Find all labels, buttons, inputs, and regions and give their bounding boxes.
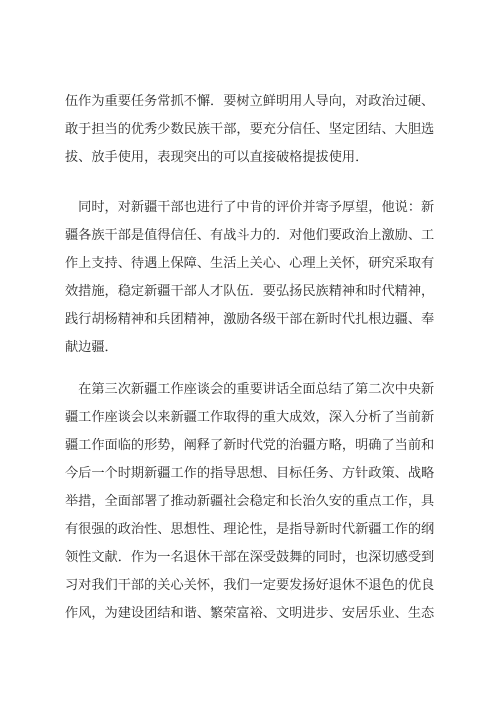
text-line: 敢于担当的优秀少数民族干部，要充分信任、坚定团结、大胆选 [65,122,435,137]
paragraph-3 [65,376,437,628]
text-line: 在第三次新疆工作座谈会的重要讲话全面总结了第二次中央新 [65,382,435,397]
text-line: 举措，全面部署了推动新疆社会稳定和长治久安的重点工作，具 [65,494,435,509]
text-line: 作风，为建设团结和谐、繁荣富裕、文明进步、安居乐业、生态 [65,606,435,621]
text-line: 习对我们干部的关心关怀，我们一定要发扬好退休不退色的优良 [65,578,435,593]
text-line: 效措施，稳定新疆干部人才队伍．要弘扬民族精神和时代精神， [65,284,435,299]
text-line: 有很强的政治性、思想性、理论性，是指导新时代新疆工作的纲 [65,522,435,537]
paragraph-2 [65,194,437,362]
text-line: 践行胡杨精神和兵团精神，激励各级干部在新时代扎根边疆、奉 [65,312,435,327]
text-line: 同时，对新疆干部也进行了中肯的评价并寄予厚望，他说：新 [65,200,435,215]
text-line: 拔、放手使用，表现突出的可以直接破格提拔使用． [65,150,369,165]
text-line: 作上支持、待遇上保障、生活上关心、心理上关怀，研究采取有 [65,256,435,271]
text-line: 今后一个时期新疆工作的指导思想、目标任务、方针政策、战略 [65,466,435,481]
text-line: 领性文献．作为一名退休干部在深受鼓舞的同时，也深切感受到 [65,550,435,565]
text-line: 疆工作座谈会以来新疆工作取得的重大成效，深入分析了当前新 [65,410,435,425]
text-line: 疆工作面临的形势，阐释了新时代党的治疆方略，明确了当前和 [65,438,435,453]
text-line: 疆各族干部是值得信任、有战斗力的．对他们要政治上激励、工 [65,228,435,243]
paragraph-1 [65,88,437,172]
text-line: 献边疆． [65,340,118,355]
text-line: 伍作为重要任务常抓不懈．要树立鲜明用人导向，对政治过硬、 [65,94,435,109]
